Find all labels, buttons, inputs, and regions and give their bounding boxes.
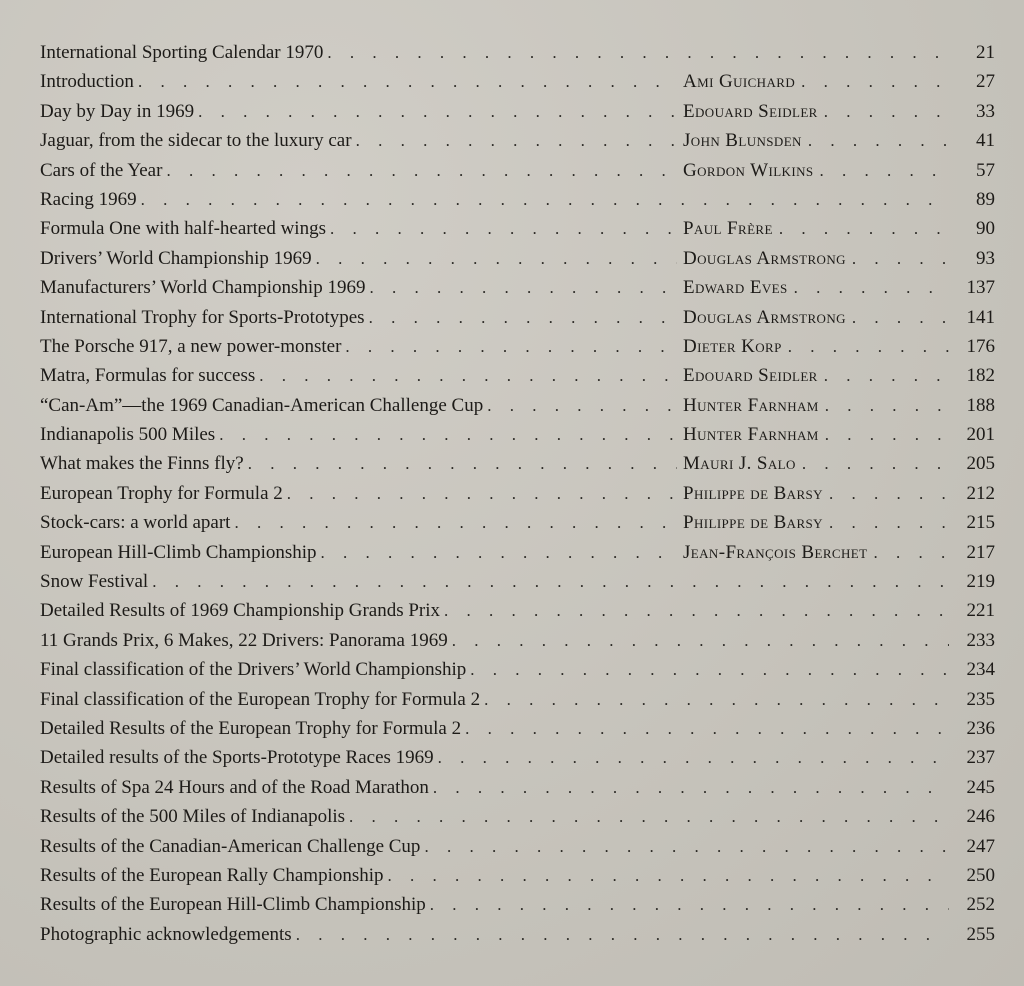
toc-entry-title-group	[40, 479, 683, 508]
toc-entry-title-group	[40, 126, 683, 155]
toc-entry	[40, 832, 995, 861]
dot-leader	[470, 655, 949, 684]
toc-entry	[40, 244, 995, 273]
toc-entry-page-number: 176	[966, 335, 995, 357]
dot-leader	[802, 449, 951, 478]
toc-entry-title-group	[40, 538, 683, 567]
toc-entry	[40, 861, 995, 890]
dot-leader	[424, 832, 949, 861]
toc-entry-title: European Hill-Climb Championship	[40, 541, 317, 563]
toc-entry-title-group	[40, 273, 683, 302]
toc-entry-title: 11 Grands Prix, 6 Makes, 22 Drivers: Panorama 1969	[40, 629, 448, 651]
toc-entry-author: Edouard Seidler	[683, 100, 818, 122]
toc-entry	[40, 156, 995, 185]
toc-entry-title-group	[40, 596, 955, 625]
toc-entry	[40, 920, 995, 949]
toc-entry	[40, 596, 995, 625]
toc-entry-title: Detailed Results of 1969 Championship Grands Prix	[40, 600, 441, 622]
toc-entry-title-group	[40, 626, 955, 655]
toc-entry-page-number: 27	[976, 71, 995, 93]
dot-leader	[824, 97, 951, 126]
toc-entry	[40, 97, 995, 126]
toc-entry-author-group	[683, 361, 955, 390]
toc-entry-page-number: 247	[966, 835, 995, 857]
dot-leader	[820, 156, 952, 185]
toc-entry-page-number: 188	[966, 394, 995, 416]
toc-entry-title-group	[40, 391, 683, 420]
dot-leader	[852, 244, 951, 273]
dot-leader	[296, 920, 949, 949]
dot-leader	[779, 214, 951, 243]
toc-entry	[40, 508, 995, 537]
dot-leader	[287, 479, 677, 508]
toc-entry-page-number: 205	[966, 453, 995, 475]
dot-leader	[452, 626, 949, 655]
toc-entry	[40, 890, 995, 919]
toc-entry-page-number: 250	[966, 864, 995, 886]
toc-entry-title: Snow Festival	[40, 571, 149, 593]
toc-entry-title-group	[40, 861, 955, 890]
toc-entry-author-group	[683, 391, 955, 420]
toc-entry-title-group	[40, 361, 683, 390]
toc-entry-page-number: 201	[966, 424, 995, 446]
toc-entry-author-group	[683, 97, 955, 126]
toc-entry-title: Results of the Canadian-American Challenge Cup	[40, 835, 421, 857]
toc-entry-page-number: 41	[976, 130, 995, 152]
toc-entry-title: “Can-Am”—the 1969 Canadian-American Challenge Cup	[40, 394, 484, 416]
toc-entry-author-group	[683, 303, 955, 332]
toc-entry	[40, 391, 995, 420]
toc-entry-author-group	[683, 126, 955, 155]
toc-entry-title: Results of Spa 24 Hours and of the Road Marathon	[40, 776, 429, 798]
dot-leader	[825, 420, 951, 449]
toc-entry-page-number: 246	[966, 806, 995, 828]
toc-entry-title: Final classification of the European Trophy for Formula 2	[40, 688, 481, 710]
toc-entry-title-group	[40, 244, 683, 273]
toc-entry	[40, 126, 995, 155]
toc-entry-author: Douglas Armstrong	[683, 306, 846, 328]
toc-entry-page-number: 93	[976, 247, 995, 269]
toc-entry-title: Cars of the Year	[40, 159, 163, 181]
toc-entry-title: Formula One with half-hearted wings	[40, 218, 326, 240]
toc-entry-title: European Trophy for Formula 2	[40, 482, 283, 504]
dot-leader	[484, 685, 949, 714]
dot-leader	[166, 156, 677, 185]
dot-leader	[852, 303, 951, 332]
dot-leader	[141, 185, 949, 214]
toc-entry-author-group	[683, 273, 955, 302]
dot-leader	[438, 743, 949, 772]
toc-entry-title: Matra, Formulas for success	[40, 365, 256, 387]
dot-leader	[316, 244, 677, 273]
toc-entry-title-group	[40, 185, 955, 214]
toc-entry-page-number: 234	[966, 659, 995, 681]
toc-entry-title: Final classification of the Drivers’ World Championship	[40, 659, 467, 681]
toc-entry	[40, 273, 995, 302]
toc-entry-author: Ami Guichard	[683, 71, 796, 93]
toc-entry-title: Drivers’ World Championship 1969	[40, 247, 312, 269]
toc-entry-page-number: 57	[976, 159, 995, 181]
toc-entry-author: Mauri J. Salo	[683, 453, 796, 475]
toc-entry-title-group	[40, 920, 955, 949]
toc-entry-author: Hunter Farnham	[683, 424, 819, 446]
toc-entry-page-number: 33	[976, 100, 995, 122]
toc-entry-page-number: 236	[966, 717, 995, 739]
toc-entry-title: Results of the European Rally Championship	[40, 864, 384, 886]
dot-leader	[327, 38, 949, 67]
toc-entry-title-group	[40, 685, 955, 714]
toc-entry-page-number: 221	[966, 600, 995, 622]
toc-entry-title: Jaguar, from the sidecar to the luxury car	[40, 130, 352, 152]
toc-entry	[40, 361, 995, 390]
dot-leader	[825, 391, 951, 420]
dot-leader	[349, 802, 949, 831]
toc-entry	[40, 714, 995, 743]
toc-entry-page-number: 137	[966, 277, 995, 299]
toc-entry-title: Detailed Results of the European Trophy for Formula 2	[40, 717, 462, 739]
toc-entry	[40, 67, 995, 96]
toc-entry-author: John Blunsden	[683, 130, 802, 152]
toc-entry-title: Photographic acknowledgements	[40, 923, 292, 945]
toc-entry-title-group	[40, 449, 683, 478]
toc-entry-title-group	[40, 332, 683, 361]
dot-leader	[794, 273, 951, 302]
toc-entry-title: Indianapolis 500 Miles	[40, 424, 216, 446]
dot-leader	[345, 332, 677, 361]
toc-entry-author-group	[683, 538, 955, 567]
toc-entry-author: Philippe de Barsy	[683, 482, 823, 504]
dot-leader	[138, 67, 677, 96]
toc-entry-title: International Sporting Calendar 1970	[40, 42, 324, 63]
toc-entry-title-group	[40, 38, 955, 67]
dot-leader	[330, 214, 677, 243]
toc-entry	[40, 38, 995, 67]
toc-entry-title: Results of the 500 Miles of Indianapolis	[40, 806, 346, 828]
toc-entry-page-number: 245	[966, 776, 995, 798]
toc-entry-title-group	[40, 802, 955, 831]
toc-entry-page-number: 21	[976, 42, 995, 63]
toc-entry-title: What makes the Finns fly?	[40, 453, 244, 475]
dot-leader	[873, 538, 951, 567]
toc-entry-author-group	[683, 67, 955, 96]
toc-entry-title-group	[40, 303, 683, 332]
toc-entry-page-number: 252	[966, 894, 995, 916]
dot-leader	[369, 303, 677, 332]
toc-entry	[40, 743, 995, 772]
toc-entry	[40, 449, 995, 478]
toc-entry-title-group	[40, 67, 683, 96]
toc-entry-author: Dieter Korp	[683, 335, 782, 357]
toc-entry	[40, 773, 995, 802]
toc-entry-author: Edouard Seidler	[683, 365, 818, 387]
toc-entry-author-group	[683, 214, 955, 243]
toc-entry-author: Jean-François Berchet	[683, 541, 868, 563]
toc-entry-title: Manufacturers’ World Championship 1969	[40, 277, 366, 299]
toc-entry-author-group	[683, 332, 955, 361]
toc-entry	[40, 655, 995, 684]
dot-leader	[801, 67, 951, 96]
toc-entry	[40, 538, 995, 567]
toc-entry	[40, 420, 995, 449]
toc-entry-page-number: 141	[966, 306, 995, 328]
toc-entry-author: Douglas Armstrong	[683, 247, 846, 269]
toc-entry-author-group	[683, 449, 955, 478]
toc-entry-title: Results of the European Hill-Climb Championship	[40, 894, 426, 916]
table-of-contents	[40, 38, 995, 949]
toc-entry-page-number: 217	[966, 541, 995, 563]
toc-entry-page-number: 182	[966, 365, 995, 387]
toc-entry-page-number: 212	[966, 482, 995, 504]
toc-entry-page-number: 90	[976, 218, 995, 240]
toc-entry-title-group	[40, 420, 683, 449]
toc-entry-title: Stock-cars: a world apart	[40, 512, 231, 534]
dot-leader	[487, 391, 677, 420]
toc-entry-page-number: 219	[966, 571, 995, 593]
toc-entry-title: Day by Day in 1969	[40, 100, 195, 122]
toc-entry-title-group	[40, 214, 683, 243]
toc-entry-author-group	[683, 508, 955, 537]
dot-leader	[388, 861, 949, 890]
toc-entry-title-group	[40, 773, 955, 802]
toc-entry	[40, 685, 995, 714]
dot-leader	[808, 126, 951, 155]
toc-entry-page-number: 233	[966, 629, 995, 651]
toc-entry	[40, 214, 995, 243]
toc-entry-title-group	[40, 97, 683, 126]
dot-leader	[248, 449, 677, 478]
toc-entry	[40, 567, 995, 596]
toc-entry	[40, 479, 995, 508]
toc-entry-title: The Porsche 917, a new power-monster	[40, 335, 342, 357]
toc-entry	[40, 626, 995, 655]
toc-entry-title-group	[40, 508, 683, 537]
dot-leader	[824, 361, 951, 390]
toc-entry-title: Racing 1969	[40, 188, 137, 210]
dot-leader	[259, 361, 677, 390]
toc-entry-title: International Trophy for Sports-Prototypes	[40, 306, 365, 328]
toc-entry-page-number: 237	[966, 747, 995, 769]
dot-leader	[444, 596, 949, 625]
toc-entry	[40, 802, 995, 831]
toc-entry-title-group	[40, 655, 955, 684]
dot-leader	[198, 97, 677, 126]
toc-entry-author-group	[683, 479, 955, 508]
toc-entry-author: Philippe de Barsy	[683, 512, 823, 534]
toc-entry	[40, 185, 995, 214]
toc-entry-title-group	[40, 714, 955, 743]
dot-leader	[356, 126, 677, 155]
toc-entry-title-group	[40, 890, 955, 919]
toc-entry	[40, 303, 995, 332]
dot-leader	[219, 420, 677, 449]
toc-entry-title: Detailed results of the Sports-Prototype Races 1969	[40, 747, 434, 769]
dot-leader	[829, 508, 951, 537]
dot-leader	[152, 567, 949, 596]
toc-entry-page-number: 89	[976, 188, 995, 210]
toc-entry-title-group	[40, 832, 955, 861]
dot-leader	[829, 479, 951, 508]
dot-leader	[321, 538, 677, 567]
dot-leader	[430, 890, 949, 919]
toc-entry-author: Edward Eves	[683, 277, 788, 299]
toc-entry-author: Hunter Farnham	[683, 394, 819, 416]
toc-entry-title: Introduction	[40, 71, 134, 93]
dot-leader	[465, 714, 949, 743]
dot-leader	[369, 273, 677, 302]
toc-entry-title-group	[40, 156, 683, 185]
dot-leader	[788, 332, 951, 361]
dot-leader	[433, 773, 949, 802]
toc-entry-page-number: 215	[966, 512, 995, 534]
toc-entry	[40, 332, 995, 361]
toc-entry-author-group	[683, 420, 955, 449]
toc-entry-title-group	[40, 743, 955, 772]
toc-entry-page-number: 235	[966, 688, 995, 710]
toc-entry-title-group	[40, 567, 955, 596]
toc-entry-author-group	[683, 244, 955, 273]
toc-entry-page-number: 255	[966, 923, 995, 945]
dot-leader	[234, 508, 677, 537]
toc-entry-author: Paul Frère	[683, 218, 773, 240]
toc-entry-author: Gordon Wilkins	[683, 159, 814, 181]
toc-entry-author-group	[683, 156, 955, 185]
